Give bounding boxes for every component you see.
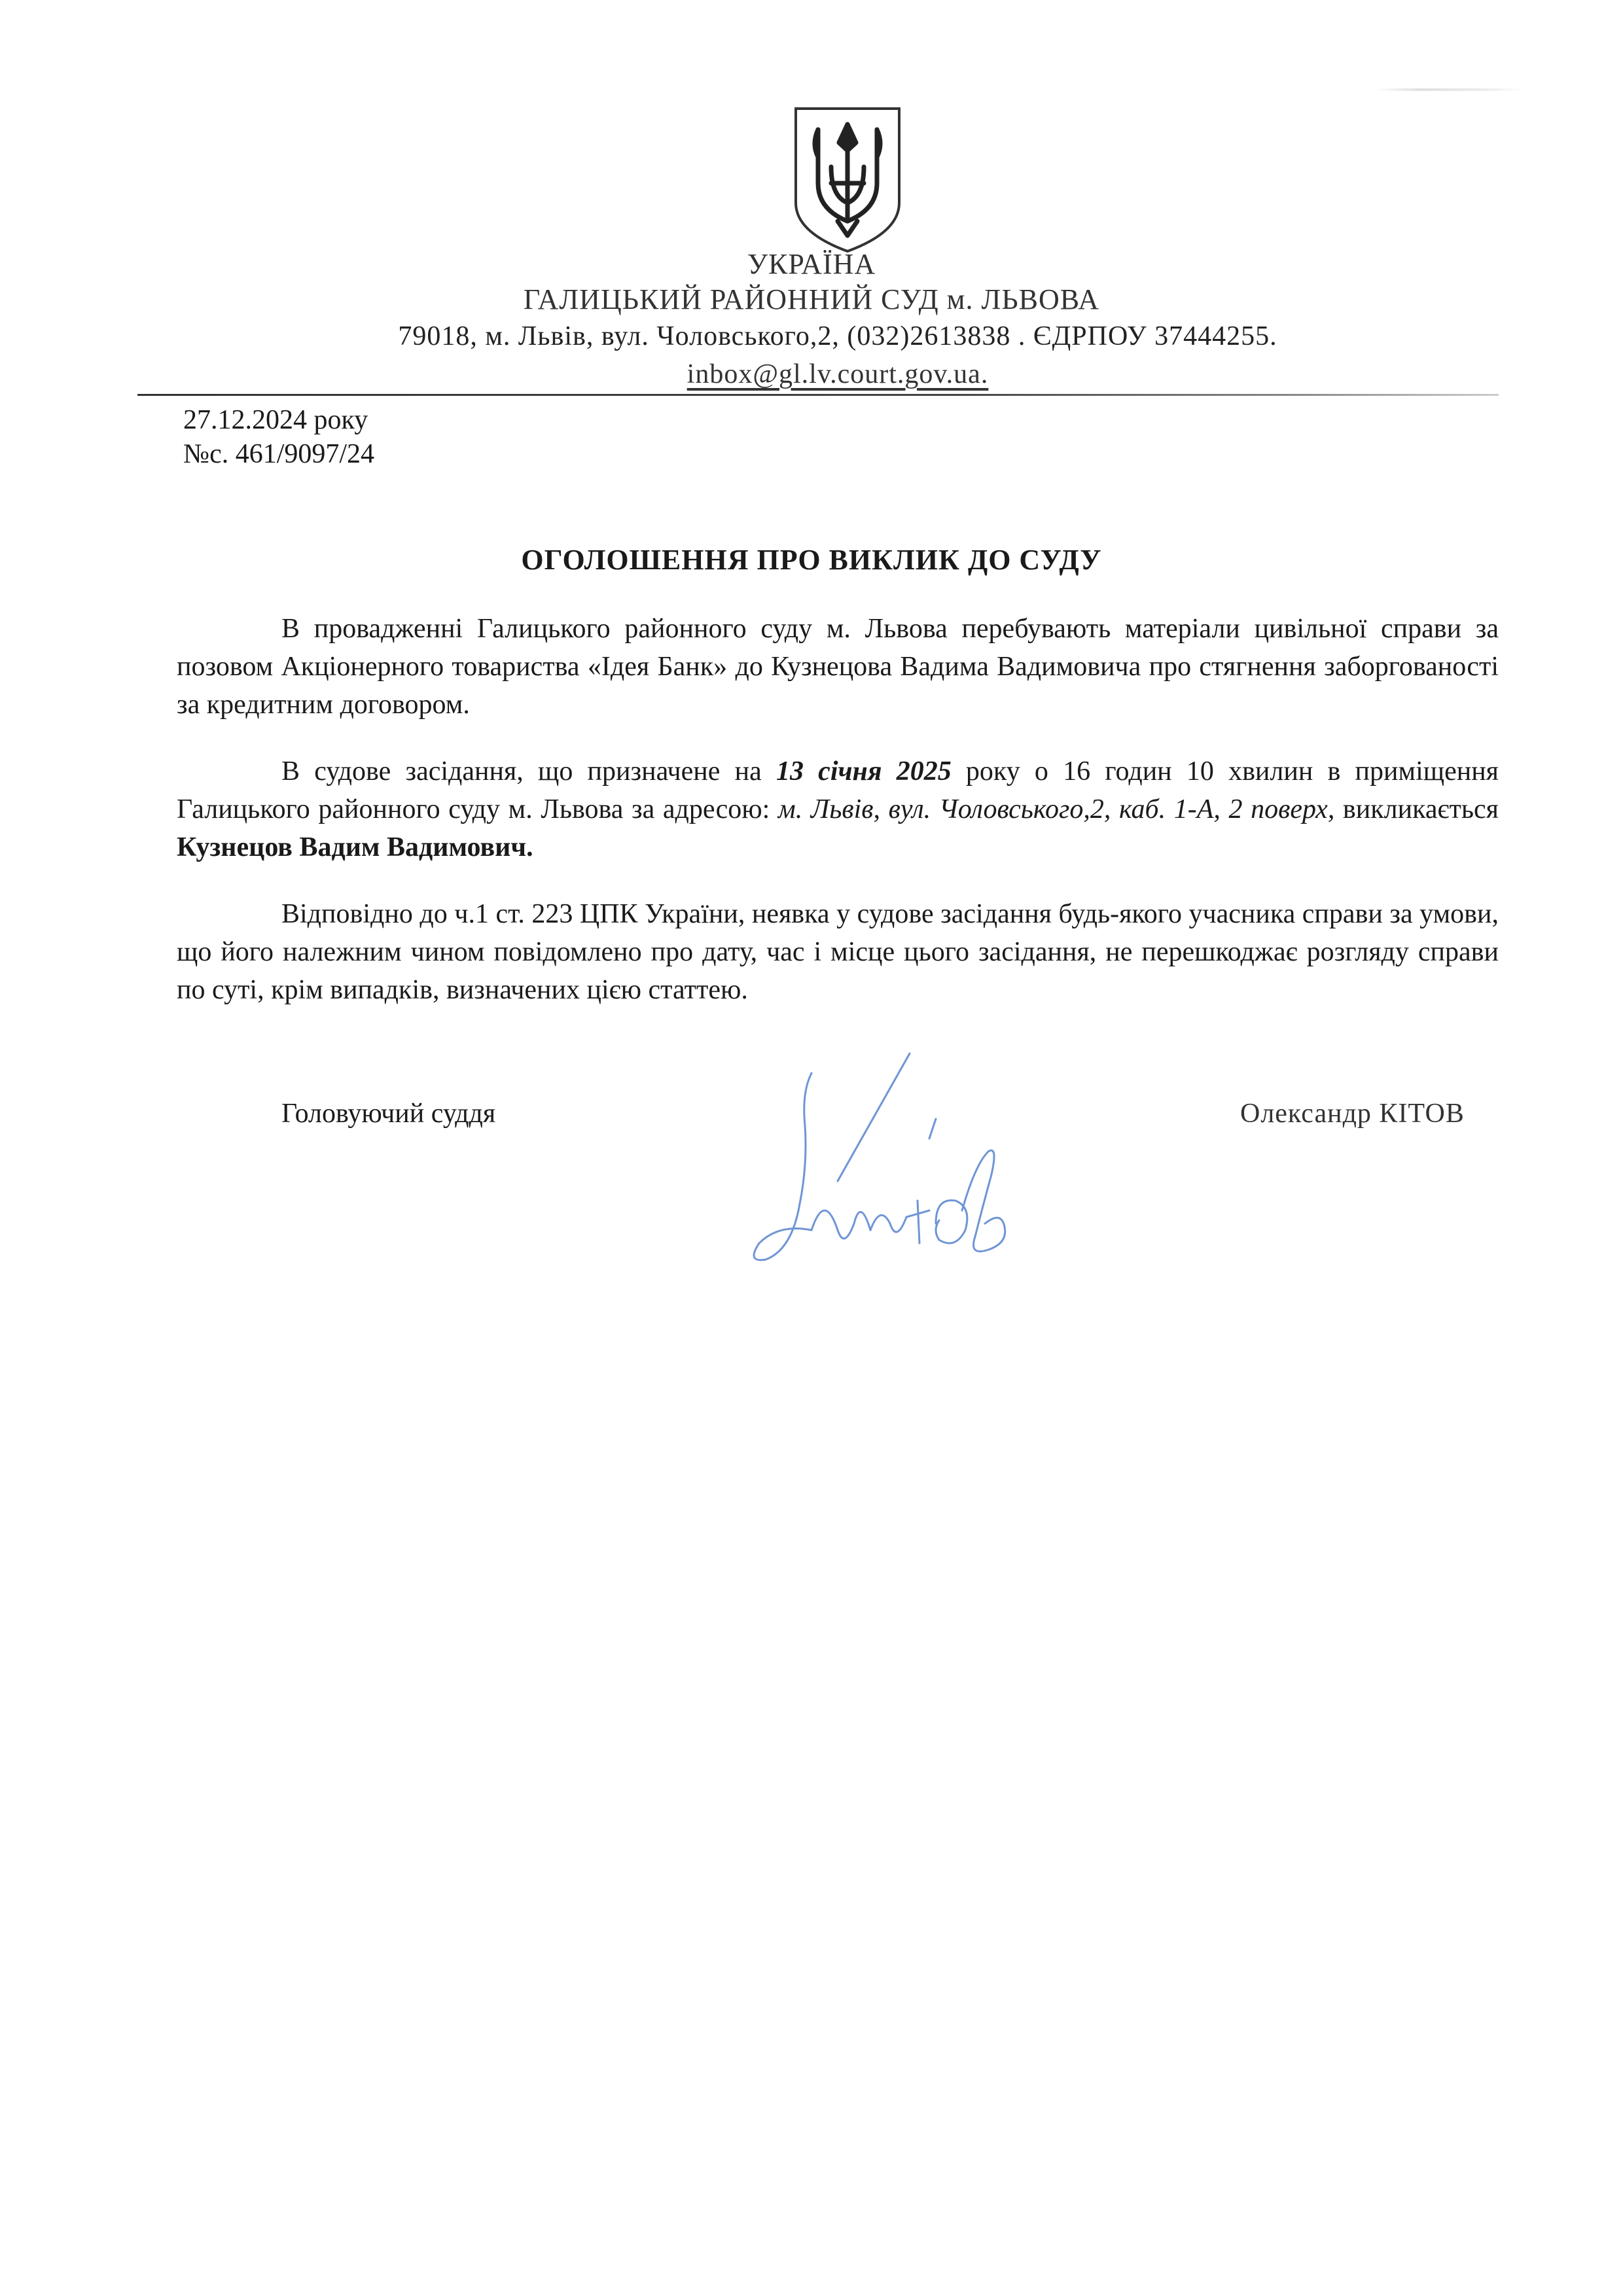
coat-of-arms-emblem	[792, 105, 903, 255]
hearing-text-part2: року о 16 годин 10 хвилин в приміщення Галицького районного суду м. Львова за адресою:	[177, 756, 1499, 824]
document-title: ОГОЛОШЕННЯ ПРО ВИКЛИК ДО СУДУ	[521, 544, 1102, 576]
document-date: 27.12.2024 року	[183, 405, 368, 435]
header-country: УКРАЇНА	[747, 248, 876, 280]
paragraph-legal-basis-text: Відповідно до ч.1 ст. 223 ЦПК України, неявка у судове засідання будь-якого учасника справи за умови, що його належним чином повідомлено про дату, час і місце цього засідання, не перешкоджає розгляду справи по суті, крім випадків, визначених цією статтею.	[177, 899, 1499, 1005]
paragraph-legal-basis	[177, 895, 1499, 1009]
hearing-text-part3: викликається	[1334, 794, 1499, 824]
paragraph-proceedings	[177, 610, 1499, 724]
scan-artifact	[1374, 88, 1525, 91]
judge-role: Головуючий суддя	[281, 1099, 496, 1129]
paragraph-proceedings-text: В провадженні Галицького районного суду м. Львова перебувають матеріали цивільної справи за позовом Акціонерного товариства «Ідея Банк» до Кузнецова Вадима Вадимовича про стягнення заборгованості за кредитним договором.	[177, 614, 1499, 720]
paragraph-hearing	[177, 752, 1499, 866]
header-address: 79018, м. Львів, вул. Чоловського,2, (032)2613838 . ЄДРПОУ 37444255.	[398, 321, 1277, 351]
case-number: №с. 461/9097/24	[183, 439, 375, 469]
handwritten-signature	[740, 1034, 1067, 1289]
hearing-text-part1: В судове засідання, що призначене на	[281, 756, 776, 786]
header-email: inbox@gl.lv.court.gov.ua.	[687, 359, 989, 389]
hearing-address: м. Львів, вул. Чоловського,2, каб. 1-А, 2 поверх,	[777, 794, 1335, 824]
judge-name: Олександр КІТОВ	[1240, 1099, 1465, 1129]
header-divider	[137, 394, 1499, 396]
hearing-date: 13 січня 2025	[776, 756, 952, 786]
header-court-name: ГАЛИЦЬКИЙ РАЙОННИЙ СУД м. ЛЬВОВА	[523, 283, 1100, 315]
defendant-name: Кузнецов Вадим Вадимович.	[177, 832, 533, 862]
